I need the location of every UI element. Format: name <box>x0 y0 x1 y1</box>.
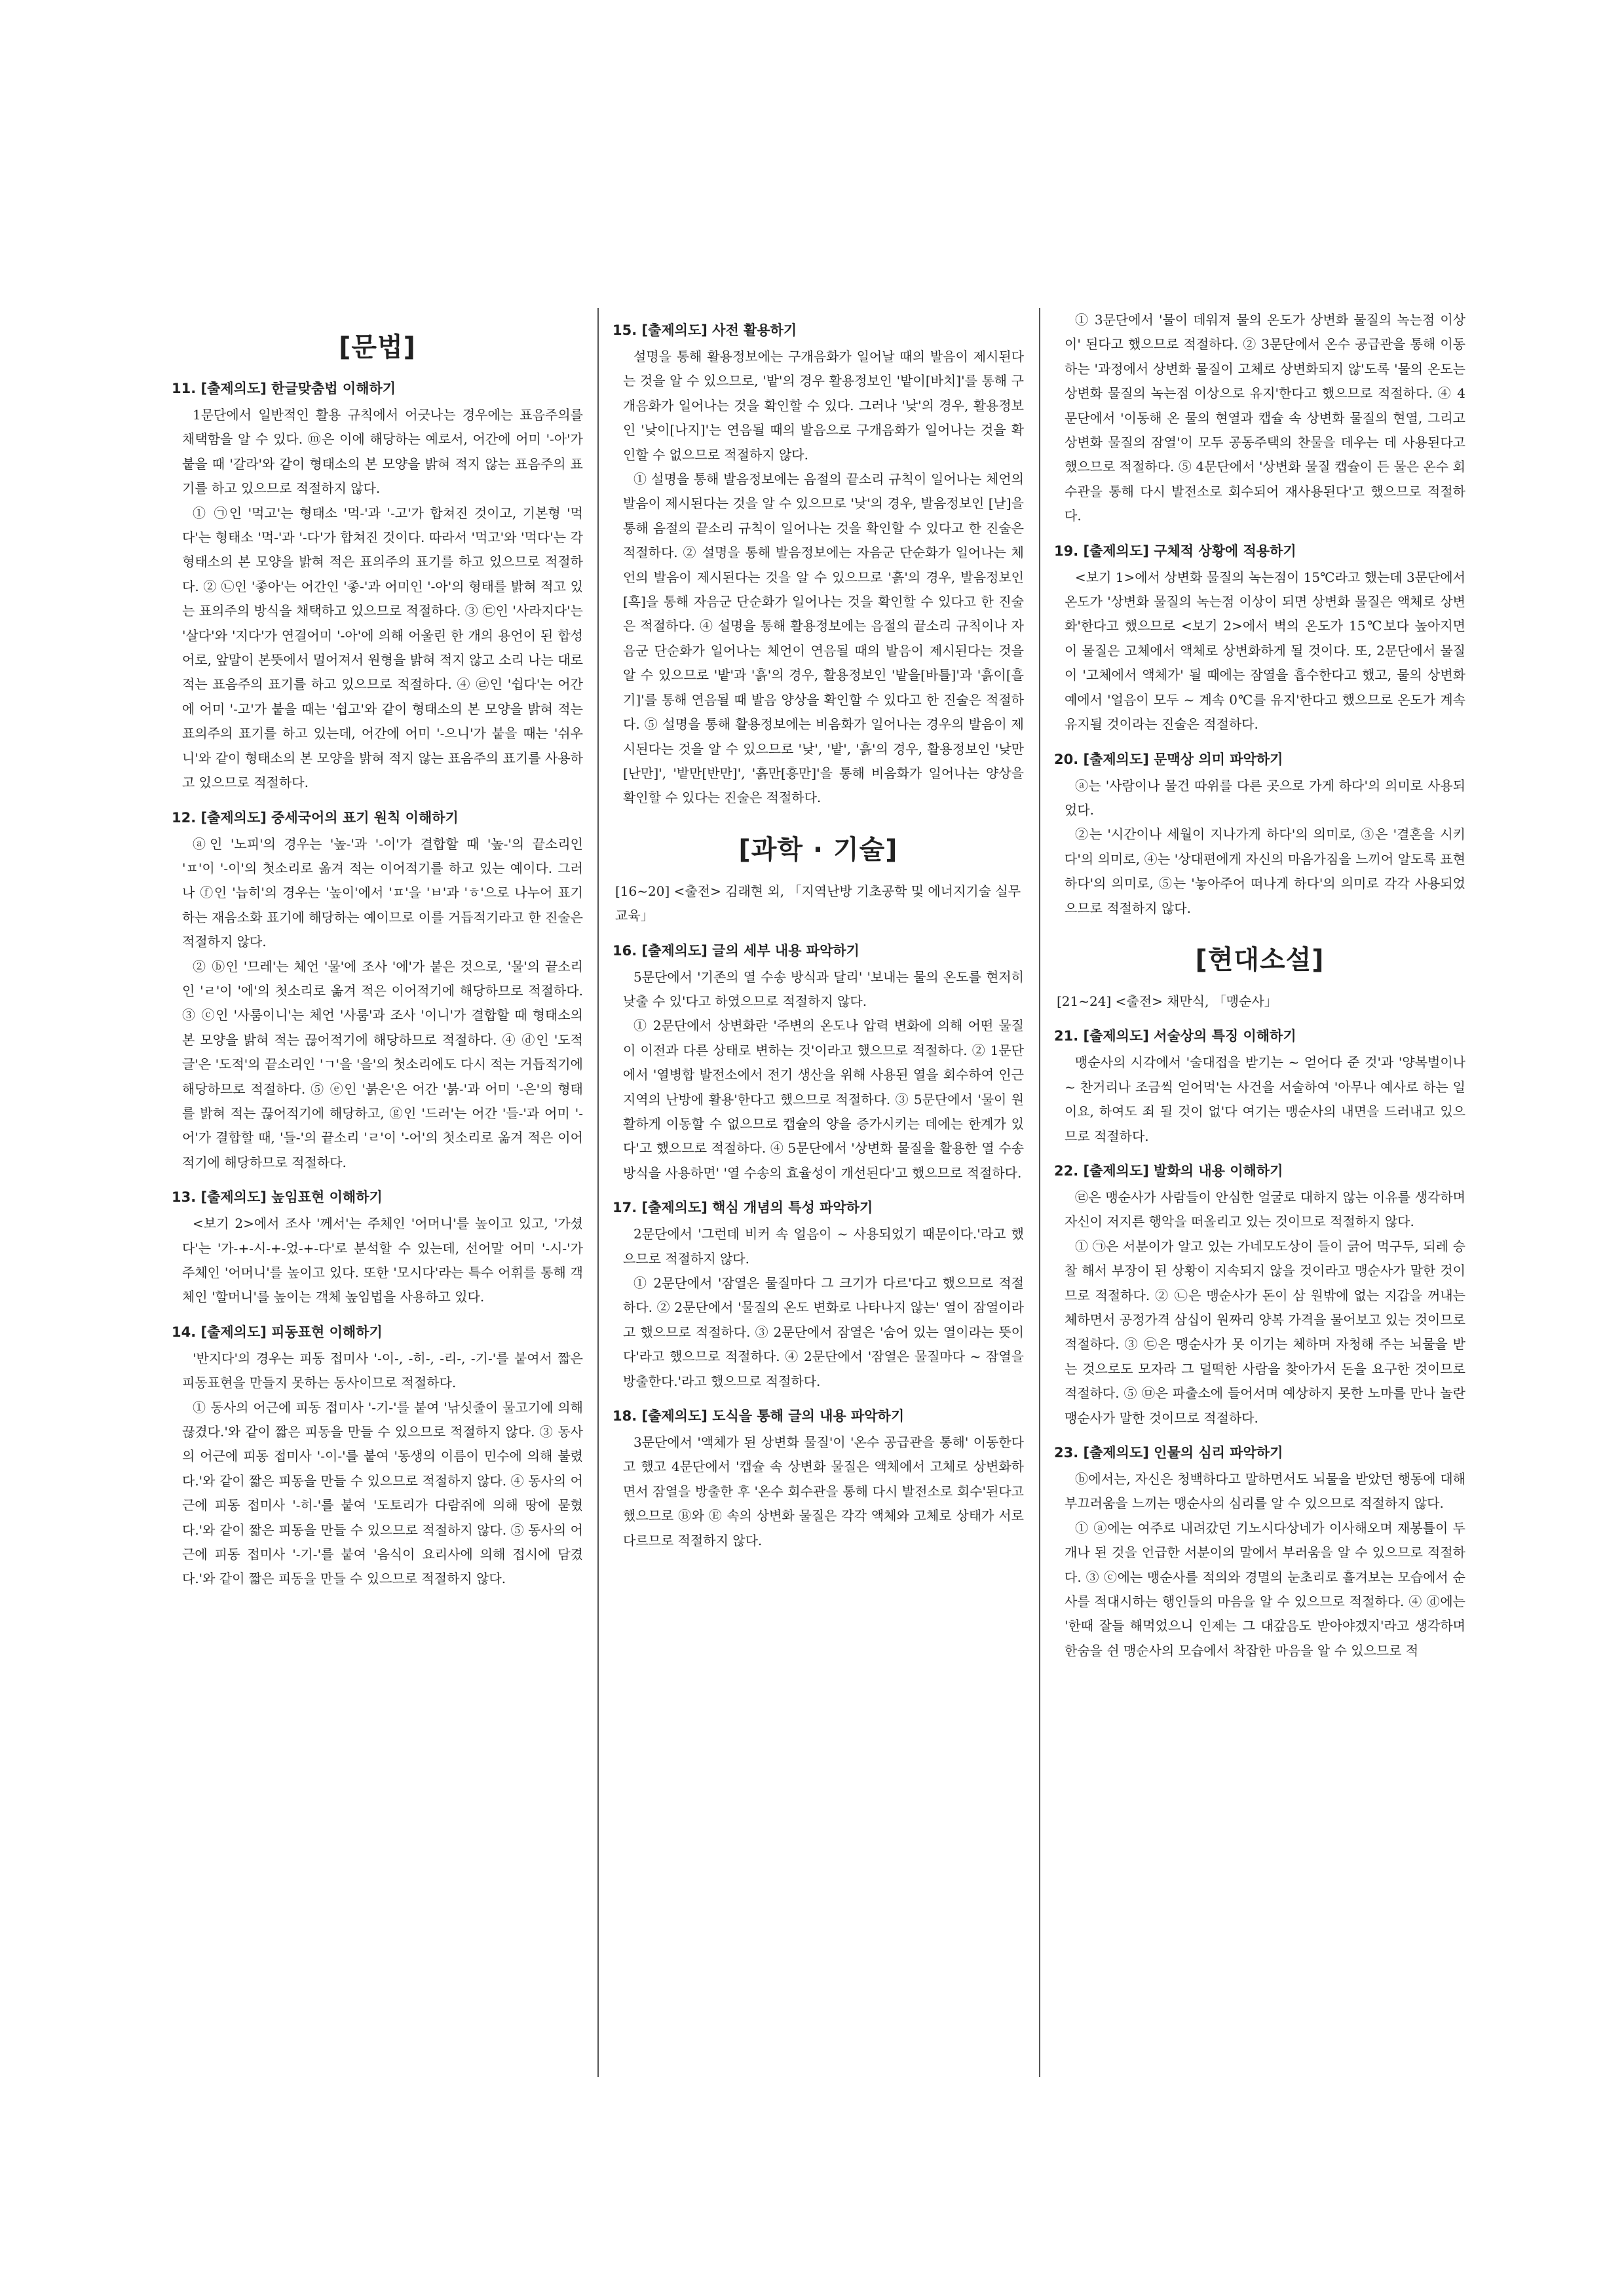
question-20-paragraph: ②는 '시간이나 세월이 지나가게 하다'의 의미로, ③은 '결혼을 시키다'의 의미로, ④는 '상대편에게 자신의 마음가짐을 느끼어 알도록 표현하다'의 의미로, ⑤는 '놓아주어 떠나게 하다'의 의미로 각각 사용되었으므로 적절하지 않다. <box>1065 826 1465 916</box>
column-divider <box>597 308 599 2077</box>
question-15-paragraph: ① 설명을 통해 발음정보에는 음절의 끝소리 규칙이 일어나는 체언의 발음이 제시된다는 것을 알 수 있으므로 '낮'의 경우, 발음정보인 [낟]을 통해 음절의 끝소리 규칙이 일어나는 것을 확인할 수 있다고 한 진술은 적절하다. ② 설명을 통해 발음정보에는 자음군 단순화가 일어나는 체언의 발음이 제시된다는 것을 알 수 있으므로 '흙'의 경우, 발음정보인 [흑]을 통해 자음군 단순화가 일어나는 것을 확인할 수 있다고 한 진술은 적절하다. ④ 설명을 통해 활용정보에는 음절의 끝소리 규칙이나 자음군 단순화가 일어나는 체언이 연음될 때의 발음이 제시된다는 것을 알 수 있으므로 '밭'과 '흙'의 경우, 활용정보인 '밭을[바틀]'과 '흙이[흘기]'를 통해 연음될 때 발음 양상을 확인할 수 있다고 한 진술은 적절하다. ⑤ 설명을 통해 활용정보에는 비음화가 일어나는 경우의 발음이 제시된다는 것을 알 수 있으므로 '낮', '밭', '흙'의 경우, 활용정보인 '낮만[난만]', '밭만[반만]', '흙만[흥만]'을 통해 비음화가 일어나는 양상을 확인할 수 있다는 진술은 적절하다. <box>623 471 1024 806</box>
question-17-paragraph: ① 2문단에서 '잠열은 물질마다 그 크기가 다르'다고 했으므로 적절하다. ② 2문단에서 '물질의 온도 변화로 나타나지 않는' 열이 잠열이라고 했으므로 적절하다. ③ 2문단에서 잠열은 '숨어 있는 열이라는 뜻이다'라고 했으므로 적절하다. ④ 2문단에서 '잠열은 물질마다 ~ 잠열을 방출한다.'라고 했으므로 적절하다. <box>623 1275 1024 1389</box>
question-12-paragraph: ② ⓑ인 '므레'는 체언 '물'에 조사 '에'가 붙은 것으로, '물'의 끝소리인 'ㄹ'이 '에'의 첫소리로 옮겨 적은 이어적기에 해당하므로 적절하다. ③ ⓒ인 '사룸이니'는 체언 '사룸'과 조사 '이니'가 결합할 때 형태소의 본 모양을 밝혀 적는 끊어적기에 해당하므로 적절하다. ④ ⓓ인 '도적글'은 '도적'의 끝소리인 'ㄱ'을 '을'의 첫소리에도 다시 적는 거듭적기에 해당하므로 적절하다. ⑤ ⓔ인 '붉은'은 어간 '붉-'과 어미 '-은'의 형태를 밝혀 적는 끊어적기에 해당하고, ⓖ인 '드러'는 어간 '들-'과 어미 '-어'가 결합할 때, '들-'의 끝소리 'ㄹ'이 '-어'의 첫소리로 옮겨 적은 이어적기에 해당하므로 적절하다. <box>182 958 583 1170</box>
question-21-paragraph: 맹순사의 시각에서 '술대접을 받기는 ~ 얻어다 준 것'과 '양복벌이나 ~ 찬거리나 조금씩 얻어먹'는 사건을 서술하여 '아무나 예사로 하는 일이요, 하여도 죄 될 것이 없'다 여기는 맹순사의 내면을 드러내고 있으므로 적절하다. <box>1065 1054 1465 1144</box>
question-16-paragraph: 5문단에서 '기존의 열 수송 방식과 달리' '보내는 물의 온도를 현저히 낮출 수 있'다고 하였으므로 적절하지 않다. <box>623 968 1024 1009</box>
question-18-paragraph: 3문단에서 '액체가 된 상변화 물질'이 '온수 공급관을 통해' 이동한다고 했고 4문단에서 '캡슐 속 상변화 물질은 액체에서 고체로 상변화하면서 잠열을 방출한 후 '온수 회수관을 통해 다시 발전소로 회수'된다고 했으므로 Ⓑ와 Ⓔ 속의 상변화 물질은 각각 액체와 고체로 상태가 서로 다르므로 적절하지 않다. <box>623 1434 1024 1548</box>
question-23-paragraph: ⓑ에서는, 자신은 청백하다고 말하면서도 뇌물을 받았던 행동에 대해 부끄러움을 느끼는 맹순사의 심리를 알 수 있으므로 적절하지 않다. <box>1065 1471 1465 1512</box>
question-13-heading: 13. [출제의도] 높임표현 이해하기 <box>172 1189 383 1206</box>
question-15-paragraph: 설명을 통해 활용정보에는 구개음화가 일어날 때의 발음이 제시된다는 것을 알 수 있으므로, '밭'의 경우 활용정보인 '밭이[바치]'를 통해 구개음화가 일어나는 것을 확인할 수 있다. 그러나 '낮'의 경우, 활용정보인 '낮이[나지]'는 연음될 때의 발음으로 구개음화가 일어나는 것을 확인할 수 없으므로 적절하지 않다. <box>623 349 1024 463</box>
question-14-paragraph: '반지다'의 경우는 피동 접미사 '-이-, -히-, -리-, -기-'를 붙여서 짧은 피동표현을 만들지 못하는 동사이므로 적절하다. <box>182 1350 583 1391</box>
section-title-novel: [현대소설] <box>1195 944 1325 975</box>
question-13-paragraph: <보기 2>에서 조사 '께서'는 주체인 '어머니'를 높이고 있고, '가셨다'는 '가-+-시-+-었-+-다'로 분석할 수 있는데, 선어말 어미 '-시-'가 주체인 '어머니'를 높이고 있다. 또한 '모시다'라는 특수 어휘를 통해 객체인 '할머니'를 높이는 객체 높임법을 사용하고 있다. <box>182 1215 583 1305</box>
question-18-paragraph: ① 3문단에서 '물이 데워져 물의 온도가 상변화 물질의 녹는점 이상이' 된다고 했으므로 적절하다. ② 3문단에서 온수 공급관을 통해 이동하는 '과정에서 상변화 물질이 고체로 상변화되지 않'도록 '물의 온도는 상변화 물질의 녹는점 이상으로 유지'한다고 했으므로 적절하다. ④ 4문단에서 '이동해 온 물의 현열과 캡슐 속 상변화 물질의 현열, 그리고 상변화 물질의 잠열'이 모두 공동주택의 찬물을 데우는 데 사용된다고 했으므로 적절하다. ⑤ 4문단에서 '상변화 물질 캡슐이 든 물은 온수 회수관을 통해 다시 발전소로 회수되어 재사용된다'고 했으므로 적절하다. <box>1065 312 1465 524</box>
question-21-heading: 21. [출제의도] 서술상의 특징 이해하기 <box>1054 1028 1296 1044</box>
question-17-heading: 17. [출제의도] 핵심 개념의 특성 파악하기 <box>613 1200 873 1216</box>
column-middle <box>613 308 1024 1553</box>
question-11-paragraph: ① ㉠인 '먹고'는 형태소 '먹-'과 '-고'가 합쳐진 것이고, 기본형 '먹다'는 형태소 '먹-'과 '-다'가 합쳐진 것이다. 따라서 '먹고'와 '먹다'는 각 형태소의 본 모양을 밝혀 적은 표의주의 표기를 하고 있으므로 적절하다. ② ㉡인 '좋아'는 어간인 '좋-'과 어미인 '-아'의 형태를 밝혀 적고 있는 표의주의 방식을 채택하고 있으므로 적절하다. ③ ㉢인 '사라지다'는 '살다'와 '지다'가 연결어미 '-아'에 의해 어울린 한 개의 용언이 된 합성어로, 앞말이 본뜻에서 멀어져서 원형을 밝혀 적지 않고 소리 나는 대로 적는 표음주의 표기를 하고 있으므로 적절하다. ④ ㉣인 '쉽다'는 어간에 어미 '-고'가 붙을 때는 '쉽고'와 같이 형태소의 본 모양을 밝혀 적는 표의주의 표기를 하고 있는데, 어간에 어미 '-으니'가 붙을 때는 '쉬우니'와 같이 형태소의 본 모양을 밝혀 적지 않는 표음주의 표기를 사용하고 있으므로 적절하다. <box>182 505 583 791</box>
question-18-heading: 18. [출제의도] 도식을 통해 글의 내용 파악하기 <box>613 1408 905 1425</box>
question-20-heading: 20. [출제의도] 문맥상 의미 파악하기 <box>1054 751 1283 767</box>
question-15-heading: 15. [출제의도] 사전 활용하기 <box>613 322 797 338</box>
question-17-paragraph: 2문단에서 '그런데 비커 속 얼음이 ~ 사용되었기 때문이다.'라고 했으므로 적절하지 않다. <box>623 1226 1024 1267</box>
question-11-paragraph: 1문단에서 일반적인 활용 규칙에서 어긋나는 경우에는 표음주의를 채택함을 알 수 있다. ⓜ은 이에 해당하는 예로서, 어간에 어미 '-아'가 붙을 때 '갈라'와 같이 형태소의 본 모양을 밝혀 적지 않는 표음주의 표기를 하고 있으므로 적절하지 않다. <box>182 407 583 497</box>
question-19-heading: 19. [출제의도] 구체적 상황에 적용하기 <box>1054 543 1296 559</box>
column-left <box>172 308 583 1592</box>
question-11-heading: 11. [출제의도] 한글맞춤법 이해하기 <box>172 381 396 396</box>
column-right <box>1054 308 1465 1663</box>
question-23-heading: 23. [출제의도] 인물의 심리 파악하기 <box>1054 1445 1283 1461</box>
question-22-paragraph: ㉣은 맹순사가 사람들이 안심한 얼굴로 대하지 않는 이유를 생각하며 자신이 저지른 행악을 떠올리고 있는 것이므로 적절하지 않다. <box>1065 1189 1465 1230</box>
source-citation: [21~24] <출전> 채만식, 「맹순사」 <box>1057 993 1277 1009</box>
question-16-paragraph: ① 2문단에서 상변화란 '주변의 온도나 압력 변화에 의해 어떤 물질이 이전과 다른 상태로 변하는 것'이라고 했으므로 적절하다. ② 1문단에서 '열병합 발전소에서 전기 생산을 위해 사용된 열을 회수하여 인근 지역의 난방에 활용'한다고 했으므로 적절하다. ③ 5문단에서 '물이 원활하게 이동할 수 없으므로 캡슐의 양을 증가시키는 데에는 한계가 있다'고 했으므로 적절하다. ④ 5문단에서 '상변화 물질을 활용한 열 수송 방식을 사용하면' '열 수송의 효율성이 개선된다'고 했으므로 적절하다. <box>623 1018 1024 1181</box>
question-22-paragraph: ① ㉠은 서분이가 알고 있는 가네모도상이 들이 긁어 먹구두, 되레 승찰 해서 부장이 된 상황이 지속되지 않을 것이라고 맹순사가 말한 것이므로 적절하다. ② ㉡은 맹순사가 돈이 삼 원밖에 없는 지갑을 꺼내는 체하면서 공정가격 삼십이 원짜리 양복 가격을 물어보고 있는 것이므로 적절하다. ③ ㉢은 맹순사가 못 이기는 체하며 자청해 주는 뇌물을 받는 것으로도 모자라 그 덜떡한 사람을 찾아가서 돈을 요구한 것이므로 적절하다. ⑤ ㉤은 파출소에 들어서며 예상하지 못한 노마를 만나 놀란 맹순사가 말한 것이므로 적절하다. <box>1065 1238 1465 1426</box>
question-12-paragraph: ⓐ인 '노피'의 경우는 '높-'과 '-이'가 결합할 때 '높-'의 끝소리인 'ㅍ'이 '-이'의 첫소리로 옮겨 적는 이어적기를 하고 있는 예이다. 그러나 ⓕ인 '늡히'의 경우는 '높이'에서 'ㅍ'을 'ㅂ'과 'ㅎ'으로 나누어 표기하는 재음소화 표기에 해당하는 예이므로 이를 거듭적기라고 한 진술은 적절하지 않다. <box>182 835 583 950</box>
column-divider <box>1039 308 1040 2077</box>
source-citation: [16~20] <출전> 김래현 외, 「지역난방 기초공학 및 에너지기술 실무교육」 <box>615 883 1021 924</box>
question-20-paragraph: ⓐ는 '사람이나 물건 따위를 다른 곳으로 가게 하다'의 의미로 사용되었다. <box>1065 777 1465 818</box>
section-title-grammar: [문법] <box>339 332 416 362</box>
question-14-heading: 14. [출제의도] 피동표현 이해하기 <box>172 1324 383 1340</box>
question-22-heading: 22. [출제의도] 발화의 내용 이해하기 <box>1054 1162 1283 1179</box>
question-23-paragraph: ① ⓐ에는 여주로 내려갔던 기노시다상네가 이사해오며 재봉틀이 두 개나 된 것을 언급한 서분이의 말에서 부러움을 알 수 있으므로 적절하다. ③ ⓒ에는 맹순사를 적의와 경멸의 눈초리로 흘겨보는 모습에서 순사를 적대시하는 행인들의 마음을 알 수 있으므로 적절하다. ④ ⓓ에는 '한때 잘들 해먹었으니 인제는 그 대갚음도 받아야겠지'라고 생각하며 한숨을 쉰 맹순사의 모습에서 착잡한 마음을 알 수 있으므로 적 <box>1065 1520 1465 1658</box>
question-19-paragraph: <보기 1>에서 상변화 물질의 녹는점이 15℃라고 했는데 3문단에서 온도가 '상변화 물질의 녹는점 이상이 되면 상변화 물질은 액체로 상변화'한다고 했으므로 <보기 2>에서 벽의 온도가 15℃보다 높아지면 이 물질은 고체에서 액체로 상변화하게 될 것이다. 또, 2문단에서 물질이 '고체에서 액체가' 될 때에는 잠열을 흡수한다고 했고, 물의 상변화 예에서 '얼음이 모두 ~ 계속 0℃를 유지'한다고 했으므로 온도가 계속 유지될 것이라는 진술은 적절하다. <box>1065 569 1465 733</box>
section-title-science: [과학 · 기술] <box>738 834 898 865</box>
question-16-heading: 16. [출제의도] 글의 세부 내용 파악하기 <box>613 942 859 959</box>
question-14-paragraph: ① 동사의 어근에 피동 접미사 '-기-'를 붙여 '낚싯줄이 물고기에 의해 끊겼다.'와 같이 짧은 피동을 만들 수 있으므로 적절하지 않다. ③ 동사의 어근에 피동 접미사 '-이-'를 붙여 '동생의 이름이 민수에 의해 불렸다.'와 같이 짧은 피동을 만들 수 있으므로 적절하지 않다. ④ 동사의 어근에 피동 접미사 '-히-'를 붙여 '도토리가 다람쥐에 의해 땅에 묻혔다.'와 같이 짧은 피동을 만들 수 있으므로 적절하지 않다. ⑤ 동사의 어근에 피동 접미사 '-기-'를 붙여 '음식이 요리사에 의해 접시에 담겼다.'와 같이 짧은 피동을 만들 수 있으므로 적절하지 않다. <box>182 1399 583 1587</box>
question-12-heading: 12. [출제의도] 중세국어의 표기 원칙 이해하기 <box>172 809 459 826</box>
